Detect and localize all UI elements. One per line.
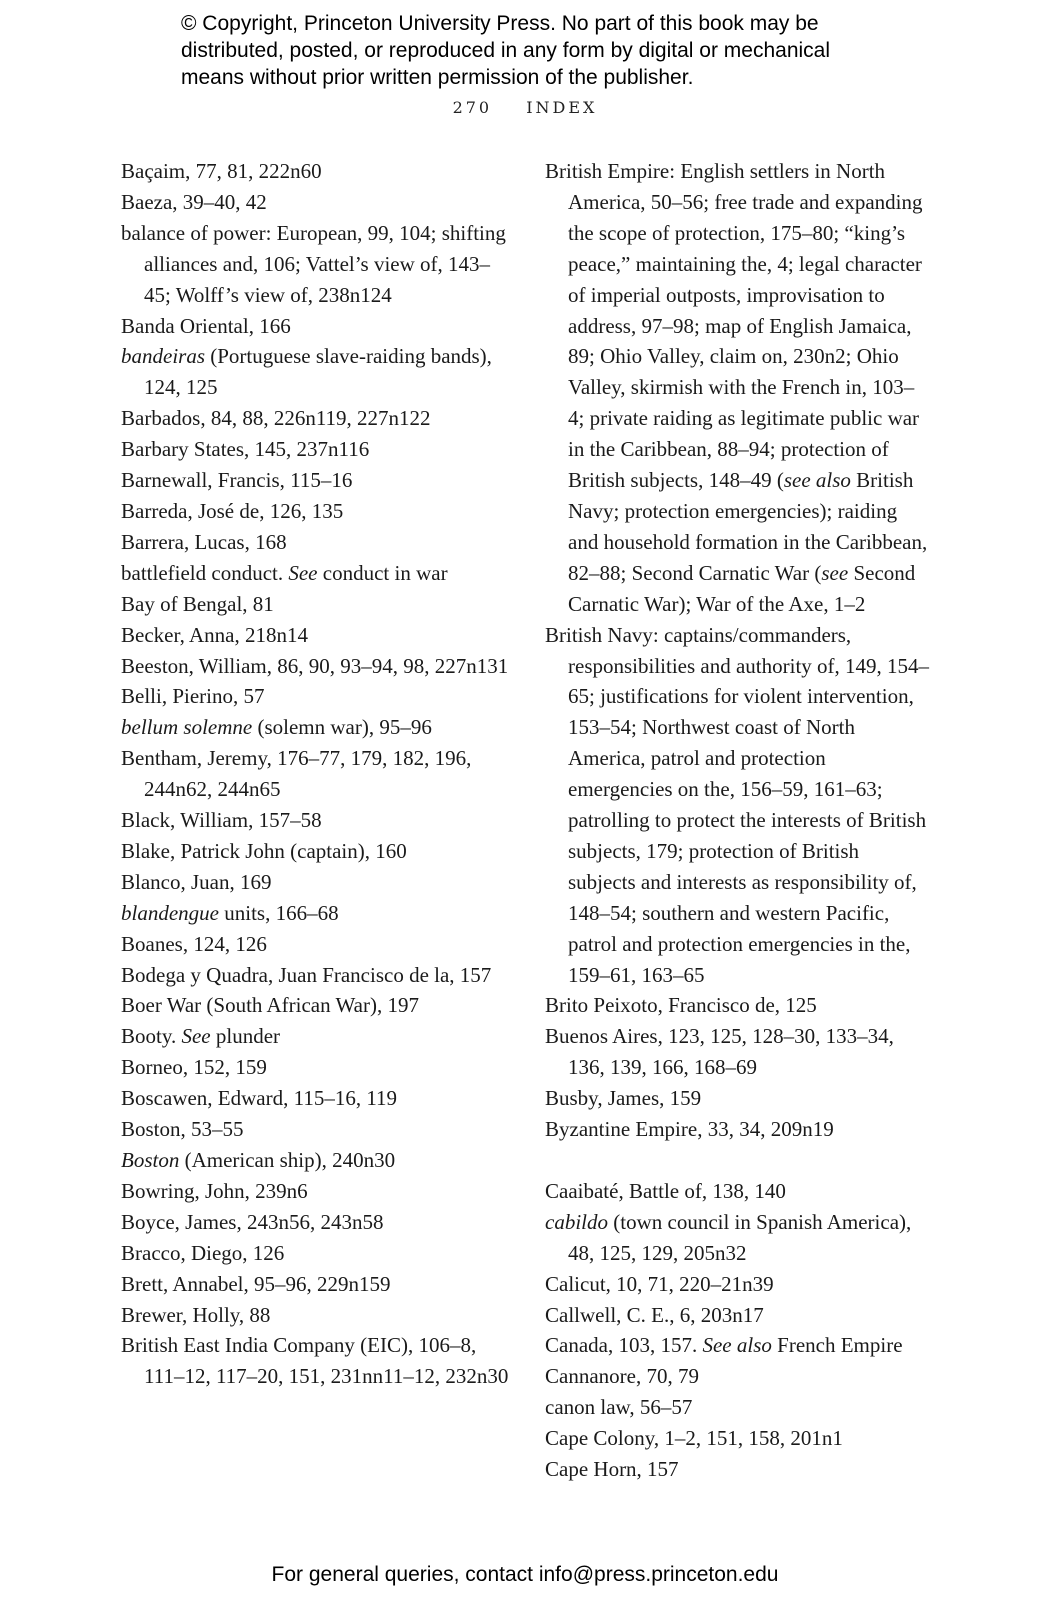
- index-entry: Brito Peixoto, Francisco de, 125: [545, 993, 817, 1018]
- index-entry: Blanco, Juan, 169: [121, 869, 272, 894]
- index-entry: bellum solemne (solemn war), 95–96: [121, 715, 432, 740]
- index-entry: Bentham, Jeremy, 176–77, 179, 182, 196, 244n62, 244n65: [121, 746, 472, 802]
- index-entry: cabildo (town council in Spanish America), 48, 125, 129, 205n32: [545, 1209, 912, 1265]
- index-entry: Bowring, John, 239n6: [121, 1178, 308, 1203]
- index-entry: Barreda, José de, 126, 135: [121, 498, 344, 523]
- letter-section-gap: [545, 1145, 930, 1176]
- index-entry: balance of power: European, 99, 104; shifting alliances and, 106; Vattel’s view of, 143–45; Wolff’s view of, 238n124: [121, 220, 506, 307]
- page-number: 270: [452, 98, 493, 117]
- index-entry: Barbados, 84, 88, 226n119, 227n122: [121, 406, 431, 431]
- index-entry: British East India Company (EIC), 106–8, 111–12, 117–20, 151, 231nn11–12, 232n30: [121, 1333, 509, 1389]
- index-entry: Belli, Pierino, 57: [121, 684, 265, 709]
- index-entry: Busby, James, 159: [545, 1086, 702, 1111]
- running-head: [0, 98, 1050, 117]
- index-entry: Boscawen, Edward, 115–16, 119: [121, 1086, 398, 1111]
- index-entry: Banda Oriental, 166: [121, 313, 291, 338]
- index-entry: Blake, Patrick John (captain), 160: [121, 838, 407, 863]
- copyright-line: distributed, posted, or reproduced in any form by digital or mechanical: [181, 39, 831, 62]
- index-entry: Borneo, 152, 159: [121, 1055, 267, 1080]
- copyright-line: means without prior written permission of the publisher.: [181, 66, 694, 89]
- index-entry: Barrera, Lucas, 168: [121, 529, 287, 554]
- section-title: INDEX: [526, 98, 598, 117]
- index-entry: Baçaim, 77, 81, 222n60: [121, 159, 322, 183]
- index-entry: Bay of Bengal, 81: [121, 591, 274, 616]
- index-entry: Caaibaté, Battle of, 138, 140: [545, 1178, 786, 1203]
- index-entry: Barnewall, Francis, 115–16: [121, 468, 353, 493]
- index-column-left: [121, 156, 511, 1392]
- index-entry: Cape Colony, 1–2, 151, 158, 201n1: [545, 1426, 843, 1451]
- index-entry: Boston (American ship), 240n30: [121, 1148, 396, 1172]
- index-entry: bandeiras (Portuguese slave-raiding bands), 124, 125: [121, 344, 492, 400]
- index-entry: Cannanore, 70, 79: [545, 1364, 699, 1389]
- index-entry: Boanes, 124, 126: [121, 931, 267, 956]
- index-entry: Bracco, Diego, 126: [121, 1240, 285, 1265]
- index-entry: Boyce, James, 243n56, 243n58: [121, 1209, 384, 1234]
- index-entry: blandengue units, 166–68: [121, 900, 339, 925]
- index-entry: Beeston, William, 86, 90, 93–94, 98, 227n131: [121, 653, 509, 678]
- index-entry: Canada, 103, 157. See also French Empire: [545, 1333, 903, 1358]
- index-entry: Callwell, C. E., 6, 203n17: [545, 1302, 764, 1327]
- index-entry: Buenos Aires, 123, 125, 128–30, 133–34, 136, 139, 166, 168–69: [545, 1024, 894, 1080]
- index-entry: Cape Horn, 157: [545, 1457, 679, 1482]
- copyright-line: © Copyright, Princeton University Press. No part of this book may be: [181, 12, 819, 35]
- index-entry: Baeza, 39–40, 42: [121, 189, 267, 214]
- copyright-notice: [181, 10, 941, 91]
- index-entry: Byzantine Empire, 33, 34, 209n19: [545, 1117, 834, 1142]
- index-column-right: [545, 156, 930, 1485]
- index-entry: Bodega y Quadra, Juan Francisco de la, 157: [121, 962, 492, 987]
- index-entry: Booty. See plunder: [121, 1024, 281, 1049]
- index-entry: Black, William, 157–58: [121, 808, 322, 833]
- index-entry: British Navy: captains/commanders, responsibilities and authority of, 149, 154–65; justifications for violent intervention, 153–54; Northwest coast of North America, patrol and protection emergencies on the, 156–59, 161–63; patrolling to protect the interests of British subjects, 179; protection of British subjects and interests as responsibility of, 148–54; southern and western Pacific, patrol and protection emergencies in the, 159–61, 163–65: [545, 622, 930, 987]
- index-entry: Barbary States, 145, 237n116: [121, 437, 370, 462]
- index-entry: British Empire: English settlers in North America, 50–56; free trade and expanding the scope of protection, 175–80; “king’s peace,” maintaining the, 4; legal character of imperial outposts, improvisation to address, 97–98; map of English Jamaica, 89; Ohio Valley, claim on, 230n2; Ohio Valley, skirmish with the French in, 103–4; private raiding as legitimate public war in the Caribbean, 88–94; protection of British subjects, 148–49 (see also British Navy; protection emergencies); raiding and household formation in the Caribbean, 82–88; Second Carnatic War (see Second Carnatic War); War of the Axe, 1–2: [545, 159, 928, 616]
- index-entry: battlefield conduct. See conduct in war: [121, 560, 448, 585]
- index-entry: Brewer, Holly, 88: [121, 1302, 271, 1327]
- index-entry: Calicut, 10, 71, 220–21n39: [545, 1271, 774, 1296]
- index-entry: canon law, 56–57: [545, 1395, 693, 1420]
- index-entry: Becker, Anna, 218n14: [121, 622, 308, 647]
- index-entry: Brett, Annabel, 95–96, 229n159: [121, 1271, 391, 1296]
- index-entry: Boer War (South African War), 197: [121, 993, 419, 1018]
- footer-contact: For general queries, contact info@press.princeton.edu: [271, 1563, 779, 1586]
- index-entry: Boston, 53–55: [121, 1117, 244, 1142]
